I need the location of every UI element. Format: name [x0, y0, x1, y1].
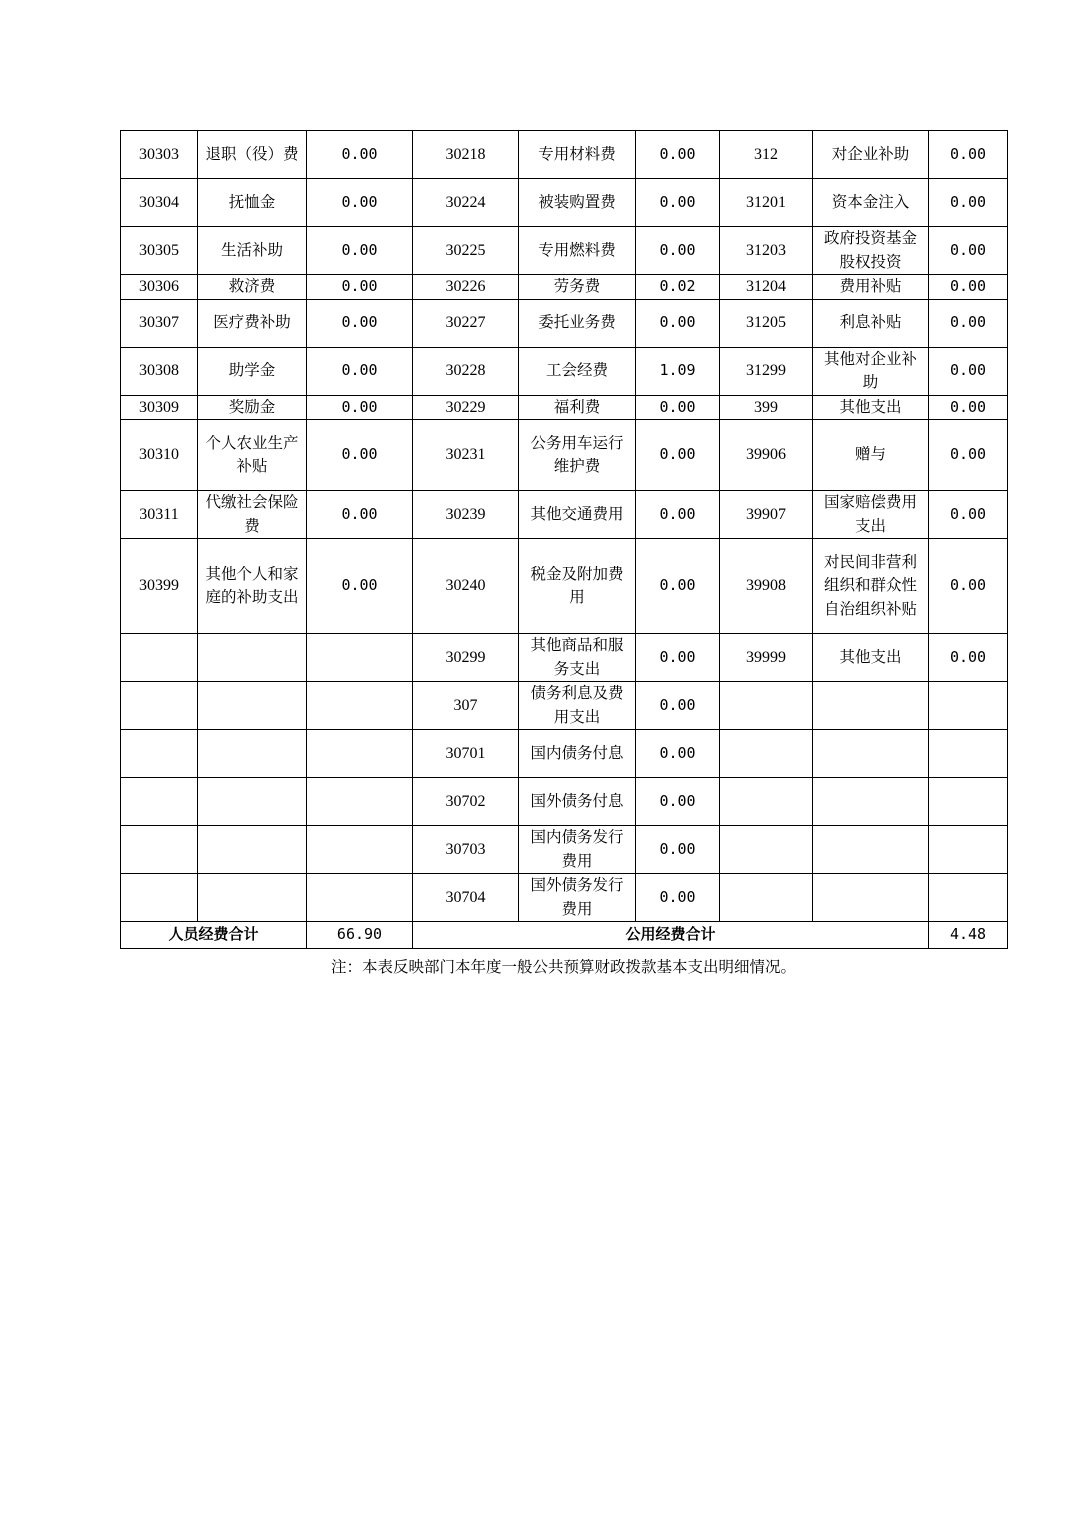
public-item-name-cell: 委托业务费	[519, 299, 636, 347]
public-amount-cell: 0.00	[636, 634, 720, 682]
public-total-label: 公用经费合计	[413, 922, 929, 949]
public-amount-cell: 0.00	[636, 491, 720, 539]
public-econ-code-cell: 30229	[413, 395, 519, 420]
personnel-item-name-cell	[198, 778, 307, 826]
public-item-name-cell: 工会经费	[519, 347, 636, 395]
other-item-name-cell: 赠与	[813, 420, 929, 491]
other-econ-code-cell: 39907	[720, 491, 813, 539]
public-econ-code-cell: 30240	[413, 539, 519, 634]
table-row	[121, 874, 1008, 922]
personnel-econ-code-cell: 30303	[121, 131, 198, 179]
public-amount-cell: 0.00	[636, 826, 720, 874]
public-amount-cell: 0.00	[636, 682, 720, 730]
table-row	[121, 682, 1008, 730]
table-row	[121, 131, 1008, 179]
personnel-amount-cell	[307, 730, 413, 778]
other-amount-cell: 0.00	[929, 131, 1008, 179]
other-econ-code-cell: 399	[720, 395, 813, 420]
public-item-name-cell: 福利费	[519, 395, 636, 420]
other-amount-cell	[929, 682, 1008, 730]
public-econ-code-cell: 30227	[413, 299, 519, 347]
other-econ-code-cell: 31203	[720, 227, 813, 275]
public-amount-cell: 0.00	[636, 299, 720, 347]
other-amount-cell: 0.00	[929, 347, 1008, 395]
public-econ-code-cell: 30225	[413, 227, 519, 275]
other-item-name-cell: 对企业补助	[813, 131, 929, 179]
personnel-amount-cell: 0.00	[307, 275, 413, 300]
other-item-name-cell	[813, 874, 929, 922]
other-econ-code-cell: 31299	[720, 347, 813, 395]
personnel-amount-cell: 0.00	[307, 131, 413, 179]
public-amount-cell: 0.00	[636, 539, 720, 634]
public-item-name-cell: 劳务费	[519, 275, 636, 300]
table-row	[121, 634, 1008, 682]
public-amount-cell: 0.00	[636, 420, 720, 491]
public-total-value: 4.48	[929, 922, 1008, 949]
other-amount-cell	[929, 778, 1008, 826]
other-econ-code-cell: 31204	[720, 275, 813, 300]
personnel-econ-code-cell: 30305	[121, 227, 198, 275]
other-item-name-cell	[813, 682, 929, 730]
other-amount-cell: 0.00	[929, 179, 1008, 227]
personnel-econ-code-cell: 30306	[121, 275, 198, 300]
other-item-name-cell: 费用补贴	[813, 275, 929, 300]
public-amount-cell: 0.02	[636, 275, 720, 300]
public-econ-code-cell: 30701	[413, 730, 519, 778]
personnel-item-name-cell	[198, 730, 307, 778]
public-econ-code-cell: 30226	[413, 275, 519, 300]
public-item-name-cell: 国外债务付息	[519, 778, 636, 826]
public-item-name-cell: 其他交通费用	[519, 491, 636, 539]
personnel-amount-cell: 0.00	[307, 347, 413, 395]
personnel-item-name-cell: 退职（役）费	[198, 131, 307, 179]
public-item-name-cell: 国外债务发行费用	[519, 874, 636, 922]
other-econ-code-cell	[720, 682, 813, 730]
other-amount-cell: 0.00	[929, 275, 1008, 300]
other-item-name-cell: 资本金注入	[813, 179, 929, 227]
public-item-name-cell: 国内债务付息	[519, 730, 636, 778]
other-item-name-cell: 政府投资基金股权投资	[813, 227, 929, 275]
public-item-name-cell: 公务用车运行维护费	[519, 420, 636, 491]
personnel-total-value: 66.90	[307, 922, 413, 949]
personnel-econ-code-cell: 30311	[121, 491, 198, 539]
personnel-amount-cell	[307, 634, 413, 682]
other-amount-cell: 0.00	[929, 491, 1008, 539]
other-amount-cell	[929, 874, 1008, 922]
other-item-name-cell: 国家赔偿费用支出	[813, 491, 929, 539]
other-econ-code-cell	[720, 730, 813, 778]
other-econ-code-cell: 39906	[720, 420, 813, 491]
public-amount-cell: 0.00	[636, 874, 720, 922]
personnel-item-name-cell: 其他个人和家庭的补助支出	[198, 539, 307, 634]
public-item-name-cell: 被装购置费	[519, 179, 636, 227]
personnel-item-name-cell	[198, 874, 307, 922]
public-item-name-cell: 其他商品和服务支出	[519, 634, 636, 682]
public-item-name-cell: 税金及附加费用	[519, 539, 636, 634]
personnel-econ-code-cell	[121, 682, 198, 730]
other-amount-cell	[929, 730, 1008, 778]
personnel-item-name-cell: 个人农业生产补贴	[198, 420, 307, 491]
other-amount-cell: 0.00	[929, 634, 1008, 682]
table-row	[121, 275, 1008, 300]
personnel-econ-code-cell: 30308	[121, 347, 198, 395]
personnel-econ-code-cell	[121, 634, 198, 682]
public-amount-cell: 0.00	[636, 227, 720, 275]
public-econ-code-cell: 30228	[413, 347, 519, 395]
personnel-item-name-cell	[198, 682, 307, 730]
personnel-econ-code-cell	[121, 730, 198, 778]
other-item-name-cell: 其他对企业补助	[813, 347, 929, 395]
personnel-total-label: 人员经费合计	[121, 922, 307, 949]
personnel-amount-cell	[307, 874, 413, 922]
personnel-amount-cell: 0.00	[307, 491, 413, 539]
public-amount-cell: 0.00	[636, 730, 720, 778]
table-row	[121, 826, 1008, 874]
personnel-item-name-cell	[198, 634, 307, 682]
personnel-econ-code-cell	[121, 826, 198, 874]
table-row	[121, 395, 1008, 420]
public-item-name-cell: 专用材料费	[519, 131, 636, 179]
public-econ-code-cell: 30218	[413, 131, 519, 179]
table-row	[121, 539, 1008, 634]
public-econ-code-cell: 30224	[413, 179, 519, 227]
public-econ-code-cell: 30704	[413, 874, 519, 922]
other-econ-code-cell: 31201	[720, 179, 813, 227]
other-amount-cell: 0.00	[929, 227, 1008, 275]
other-item-name-cell: 利息补贴	[813, 299, 929, 347]
other-econ-code-cell: 312	[720, 131, 813, 179]
other-item-name-cell: 其他支出	[813, 634, 929, 682]
public-econ-code-cell: 30702	[413, 778, 519, 826]
table-row	[121, 730, 1008, 778]
personnel-amount-cell	[307, 682, 413, 730]
personnel-item-name-cell: 医疗费补助	[198, 299, 307, 347]
other-amount-cell: 0.00	[929, 539, 1008, 634]
public-amount-cell: 0.00	[636, 395, 720, 420]
personnel-econ-code-cell	[121, 874, 198, 922]
personnel-item-name-cell: 救济费	[198, 275, 307, 300]
public-econ-code-cell: 30231	[413, 420, 519, 491]
personnel-item-name-cell: 生活补助	[198, 227, 307, 275]
table-row	[121, 227, 1008, 275]
table-row	[121, 299, 1008, 347]
personnel-amount-cell: 0.00	[307, 395, 413, 420]
other-item-name-cell	[813, 778, 929, 826]
public-amount-cell: 0.00	[636, 131, 720, 179]
table-note: 注：本表反映部门本年度一般公共预算财政拨款基本支出明细情况。	[330, 958, 796, 976]
table-row	[121, 778, 1008, 826]
personnel-amount-cell	[307, 778, 413, 826]
personnel-amount-cell: 0.00	[307, 539, 413, 634]
public-econ-code-cell: 30299	[413, 634, 519, 682]
other-item-name-cell	[813, 826, 929, 874]
personnel-item-name-cell	[198, 826, 307, 874]
personnel-amount-cell	[307, 826, 413, 874]
personnel-item-name-cell: 奖励金	[198, 395, 307, 420]
other-econ-code-cell	[720, 874, 813, 922]
other-item-name-cell: 其他支出	[813, 395, 929, 420]
table-row	[121, 347, 1008, 395]
other-econ-code-cell	[720, 826, 813, 874]
personnel-econ-code-cell	[121, 778, 198, 826]
personnel-econ-code-cell: 30304	[121, 179, 198, 227]
personnel-amount-cell: 0.00	[307, 227, 413, 275]
other-item-name-cell	[813, 730, 929, 778]
other-amount-cell	[929, 826, 1008, 874]
other-econ-code-cell: 39908	[720, 539, 813, 634]
personnel-econ-code-cell: 30310	[121, 420, 198, 491]
public-amount-cell: 1.09	[636, 347, 720, 395]
other-amount-cell: 0.00	[929, 395, 1008, 420]
other-econ-code-cell: 39999	[720, 634, 813, 682]
other-amount-cell: 0.00	[929, 299, 1008, 347]
personnel-econ-code-cell: 30309	[121, 395, 198, 420]
public-amount-cell: 0.00	[636, 179, 720, 227]
other-amount-cell: 0.00	[929, 420, 1008, 491]
public-econ-code-cell: 30239	[413, 491, 519, 539]
personnel-item-name-cell: 抚恤金	[198, 179, 307, 227]
table-body	[121, 131, 1008, 922]
personnel-econ-code-cell: 30307	[121, 299, 198, 347]
public-item-name-cell: 国内债务发行费用	[519, 826, 636, 874]
public-amount-cell: 0.00	[636, 778, 720, 826]
personnel-econ-code-cell: 30399	[121, 539, 198, 634]
table-row	[121, 420, 1008, 491]
other-econ-code-cell: 31205	[720, 299, 813, 347]
table-row	[121, 491, 1008, 539]
public-econ-code-cell: 30703	[413, 826, 519, 874]
table-row	[121, 179, 1008, 227]
personnel-amount-cell: 0.00	[307, 299, 413, 347]
expenditure-detail-table	[120, 130, 1008, 949]
personnel-amount-cell: 0.00	[307, 420, 413, 491]
other-econ-code-cell	[720, 778, 813, 826]
personnel-item-name-cell: 助学金	[198, 347, 307, 395]
other-item-name-cell: 对民间非营利组织和群众性自治组织补贴	[813, 539, 929, 634]
totals-row	[121, 922, 1008, 949]
public-item-name-cell: 专用燃料费	[519, 227, 636, 275]
personnel-amount-cell: 0.00	[307, 179, 413, 227]
public-econ-code-cell: 307	[413, 682, 519, 730]
personnel-item-name-cell: 代缴社会保险费	[198, 491, 307, 539]
public-item-name-cell: 债务利息及费用支出	[519, 682, 636, 730]
